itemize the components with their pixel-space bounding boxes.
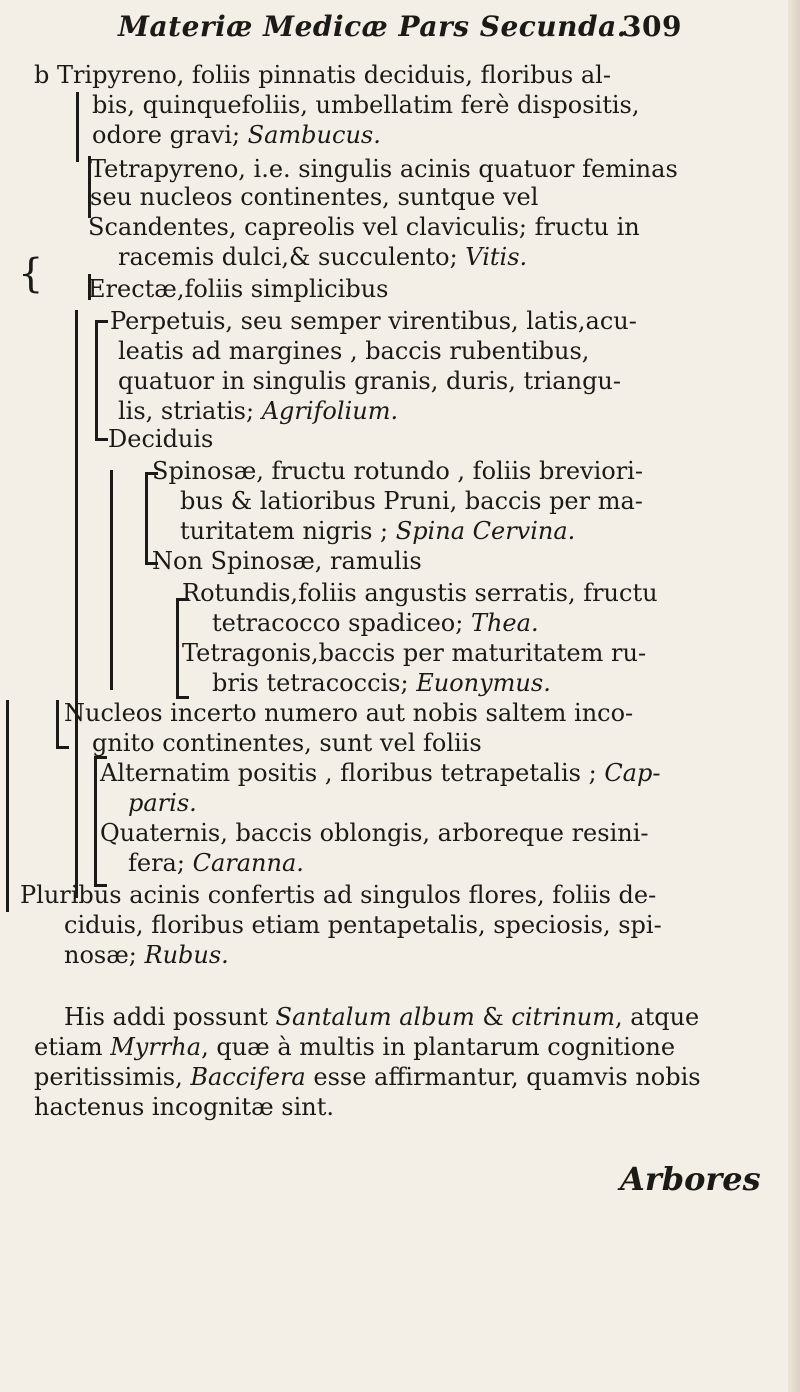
page-edge: [788, 0, 800, 1392]
text-line: quatuor in singulis granis, duris, triangu-: [118, 367, 621, 395]
page-number: 309: [622, 10, 682, 43]
text-line: Tetrapyreno, i.e. singulis acinis quatuor feminas: [90, 155, 678, 183]
text-line: lis, striatis; Agrifolium.: [118, 397, 399, 425]
catchword: Arbores: [620, 1160, 761, 1198]
text-line: seu nucleos continentes, suntque vel: [90, 183, 539, 211]
text-line: Perpetuis, seu semper virentibus, latis,acu-: [110, 307, 637, 335]
text-line: etiam Myrrha, quæ à multis in plantarum cognitione: [34, 1033, 676, 1061]
text-line: Quaternis, baccis oblongis, arboreque resini-: [100, 819, 649, 847]
text-line: bus & latioribus Pruni, baccis per ma-: [180, 487, 643, 515]
text-line: peritissimis, Baccifera esse affirmantur, quamvis nobis: [34, 1063, 701, 1091]
text-line: Tetragonis,baccis per maturitatem ru-: [182, 639, 647, 667]
text-line: Spinosæ, fructu rotundo , foliis breviori-: [152, 457, 643, 485]
running-title: Materiæ Medicæ Pars Secunda.: [118, 10, 627, 43]
text-line: turitatem nigris ; Spina Cervina.: [180, 517, 576, 545]
text-line: Pluribus acinis confertis ad singulos flores, foliis de-: [20, 881, 657, 909]
text-line: Non Spinosæ, ramulis: [152, 547, 422, 575]
text-line: paris.: [128, 789, 197, 817]
text-line: hactenus incognitæ sint.: [34, 1093, 334, 1121]
text-line: b Tripyreno, foliis pinnatis deciduis, floribus al-: [34, 61, 611, 89]
text-line: Alternatim positis , floribus tetrapetalis ; Cap-: [100, 759, 661, 787]
text-line: ciduis, floribus etiam pentapetalis, speciosis, spi-: [64, 911, 662, 939]
text-line: tetracocco spadiceo; Thea.: [212, 609, 539, 637]
text-line: His addi possunt Santalum album & citrinum, atque: [64, 1003, 700, 1031]
text-line: bis, quinquefoliis, umbellatim ferè dispositis,: [92, 91, 640, 119]
text-line: Rotundis,foliis angustis serratis, fructu: [182, 579, 658, 607]
text-line: leatis ad margines , baccis rubentibus,: [118, 337, 590, 365]
text-line: Scandentes, capreolis vel claviculis; fructu in: [88, 213, 640, 241]
text-line: Erectæ,foliis simplicibus: [88, 275, 389, 303]
text-line: nosæ; Rubus.: [64, 941, 229, 969]
text-line: Deciduis: [108, 425, 214, 453]
text-line: racemis dulci,& succulento; Vitis.: [118, 243, 528, 271]
text-line: fera; Caranna.: [128, 849, 304, 877]
text-line: bris tetracoccis; Euonymus.: [212, 669, 551, 697]
text-line: gnito continentes, sunt vel foliis: [92, 729, 482, 757]
text-line: odore gravi; Sambucus.: [92, 121, 381, 149]
text-line: Nucleos incerto numero aut nobis saltem inco-: [64, 699, 634, 727]
